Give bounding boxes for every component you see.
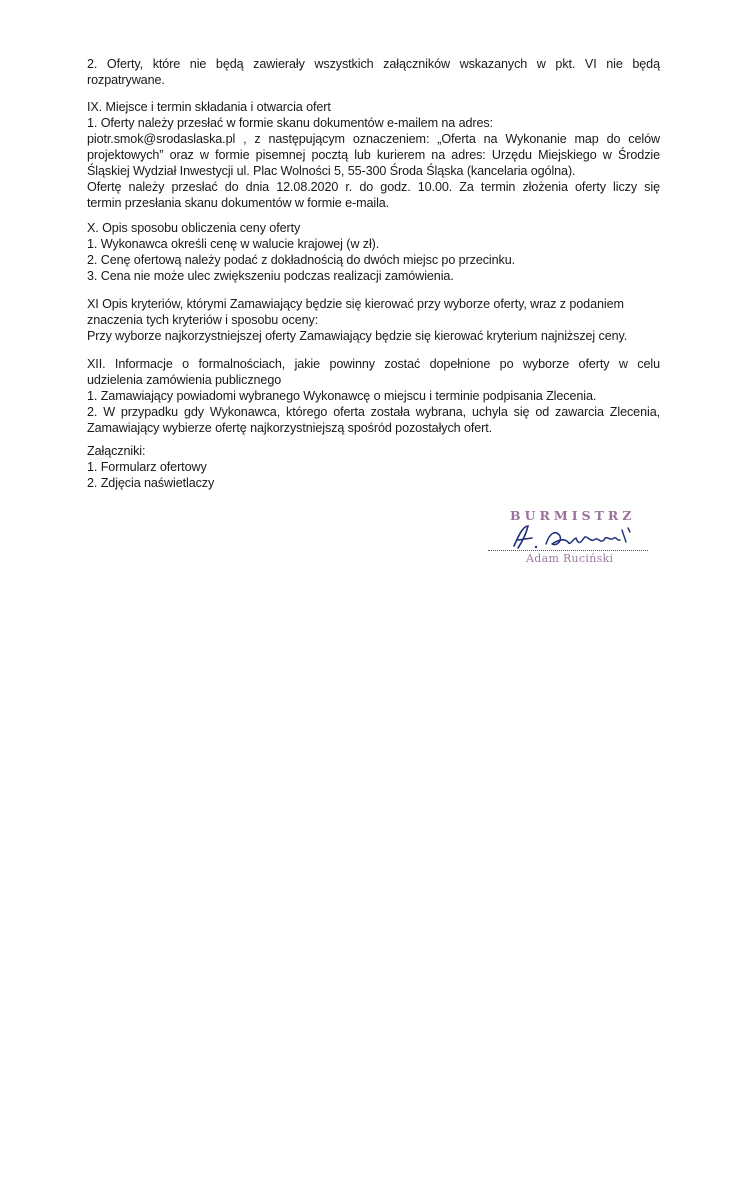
stamp-name: Adam Ruciński [526, 552, 614, 565]
signature-stamp [488, 508, 658, 570]
section-ix-p1-line-2: piotr.smok@srodaslaska.pl , z następującym oznaczeniem: „Oferta na Wykonanie map do celów [87, 132, 660, 146]
intro-line-2: rozpatrywane. [87, 73, 165, 87]
section-x-item-1: 1. Wykonawca określi cenę w walucie krajowej (w zł). [87, 237, 380, 251]
section-x [87, 220, 660, 284]
section-xi [87, 296, 660, 344]
section-ix-p1-line-4: Śląskiej Wydział Inwestycji ul. Plac Wolności 5, 55-300 Środa Śląska (kancelaria ogólna). [87, 164, 576, 178]
section-xi-heading-line-1: XI Opis kryteriów, którymi Zamawiający będzie się kierować przy wyborze oferty, wraz z podaniem [87, 297, 624, 311]
attachments-heading: Załączniki: [87, 444, 146, 458]
section-xi-body: Przy wyborze najkorzystniejszej oferty Zamawiający będzie się kierować kryterium najniższej ceny. [87, 329, 628, 343]
section-x-item-3: 3. Cena nie może ulec zwiększeniu podczas realizacji zamówienia. [87, 269, 454, 283]
section-xii-item-2-line-1: 2. W przypadku gdy Wykonawca, którego oferta została wybrana, uchyla się od zawarcia Zlecenia, [87, 405, 660, 419]
intro-paragraph [87, 56, 660, 88]
section-xii-heading-line-2: udzielenia zamówienia publicznego [87, 373, 282, 387]
section-xii-item-1: 1. Zamawiający powiadomi wybranego Wykonawcę o miejscu i terminie podpisania Zlecenia. [87, 389, 597, 403]
section-ix-heading: IX. Miejsce i termin składania i otwarcia ofert [87, 100, 331, 114]
section-ix-p2-line-1: Ofertę należy przesłać do dnia 12.08.2020 r. do godz. 10.00. Za termin złożenia oferty liczy się [87, 180, 660, 194]
stamp-title: BURMISTRZ [510, 508, 636, 523]
section-xi-heading-line-2: znaczenia tych kryteriów i sposobu oceny: [87, 313, 319, 327]
intro-line-1: 2. Oferty, które nie będą zawierały wszystkich załączników wskazanych w pkt. VI nie będą [87, 57, 660, 71]
attachments-list [87, 443, 660, 491]
section-x-item-2: 2. Cenę ofertową należy podać z dokładnością do dwóch miejsc po przecinku. [87, 253, 516, 267]
section-x-heading: X. Opis sposobu obliczenia ceny oferty [87, 221, 301, 235]
section-xii-item-2-line-2: Zamawiający wybierze ofertę najkorzystniejszą spośród pozostałych ofert. [87, 421, 493, 435]
attachment-item-2: 2. Zdjęcia naświetlaczy [87, 476, 215, 490]
section-ix-p2-line-2: termin przesłania skanu dokumentów w formie e-maila. [87, 196, 390, 210]
attachment-item-1: 1. Formularz ofertowy [87, 460, 207, 474]
signature-line [488, 550, 648, 551]
section-ix-p1-line-3: projektowych” oraz w formie pisemnej pocztą lub kurierem na adres: Urzędu Miejskiego w Środzie [87, 148, 660, 162]
section-ix-p1-line-1: 1. Oferty należy przesłać w formie skanu dokumentów e-mailem na adres: [87, 116, 493, 130]
handwritten-signature [506, 520, 646, 552]
section-xii-heading-line-1: XII. Informacje o formalnościach, jakie powinny zostać dopełnione po wyborze oferty w celu [87, 357, 660, 371]
section-xii [87, 356, 660, 436]
section-ix [87, 99, 660, 211]
